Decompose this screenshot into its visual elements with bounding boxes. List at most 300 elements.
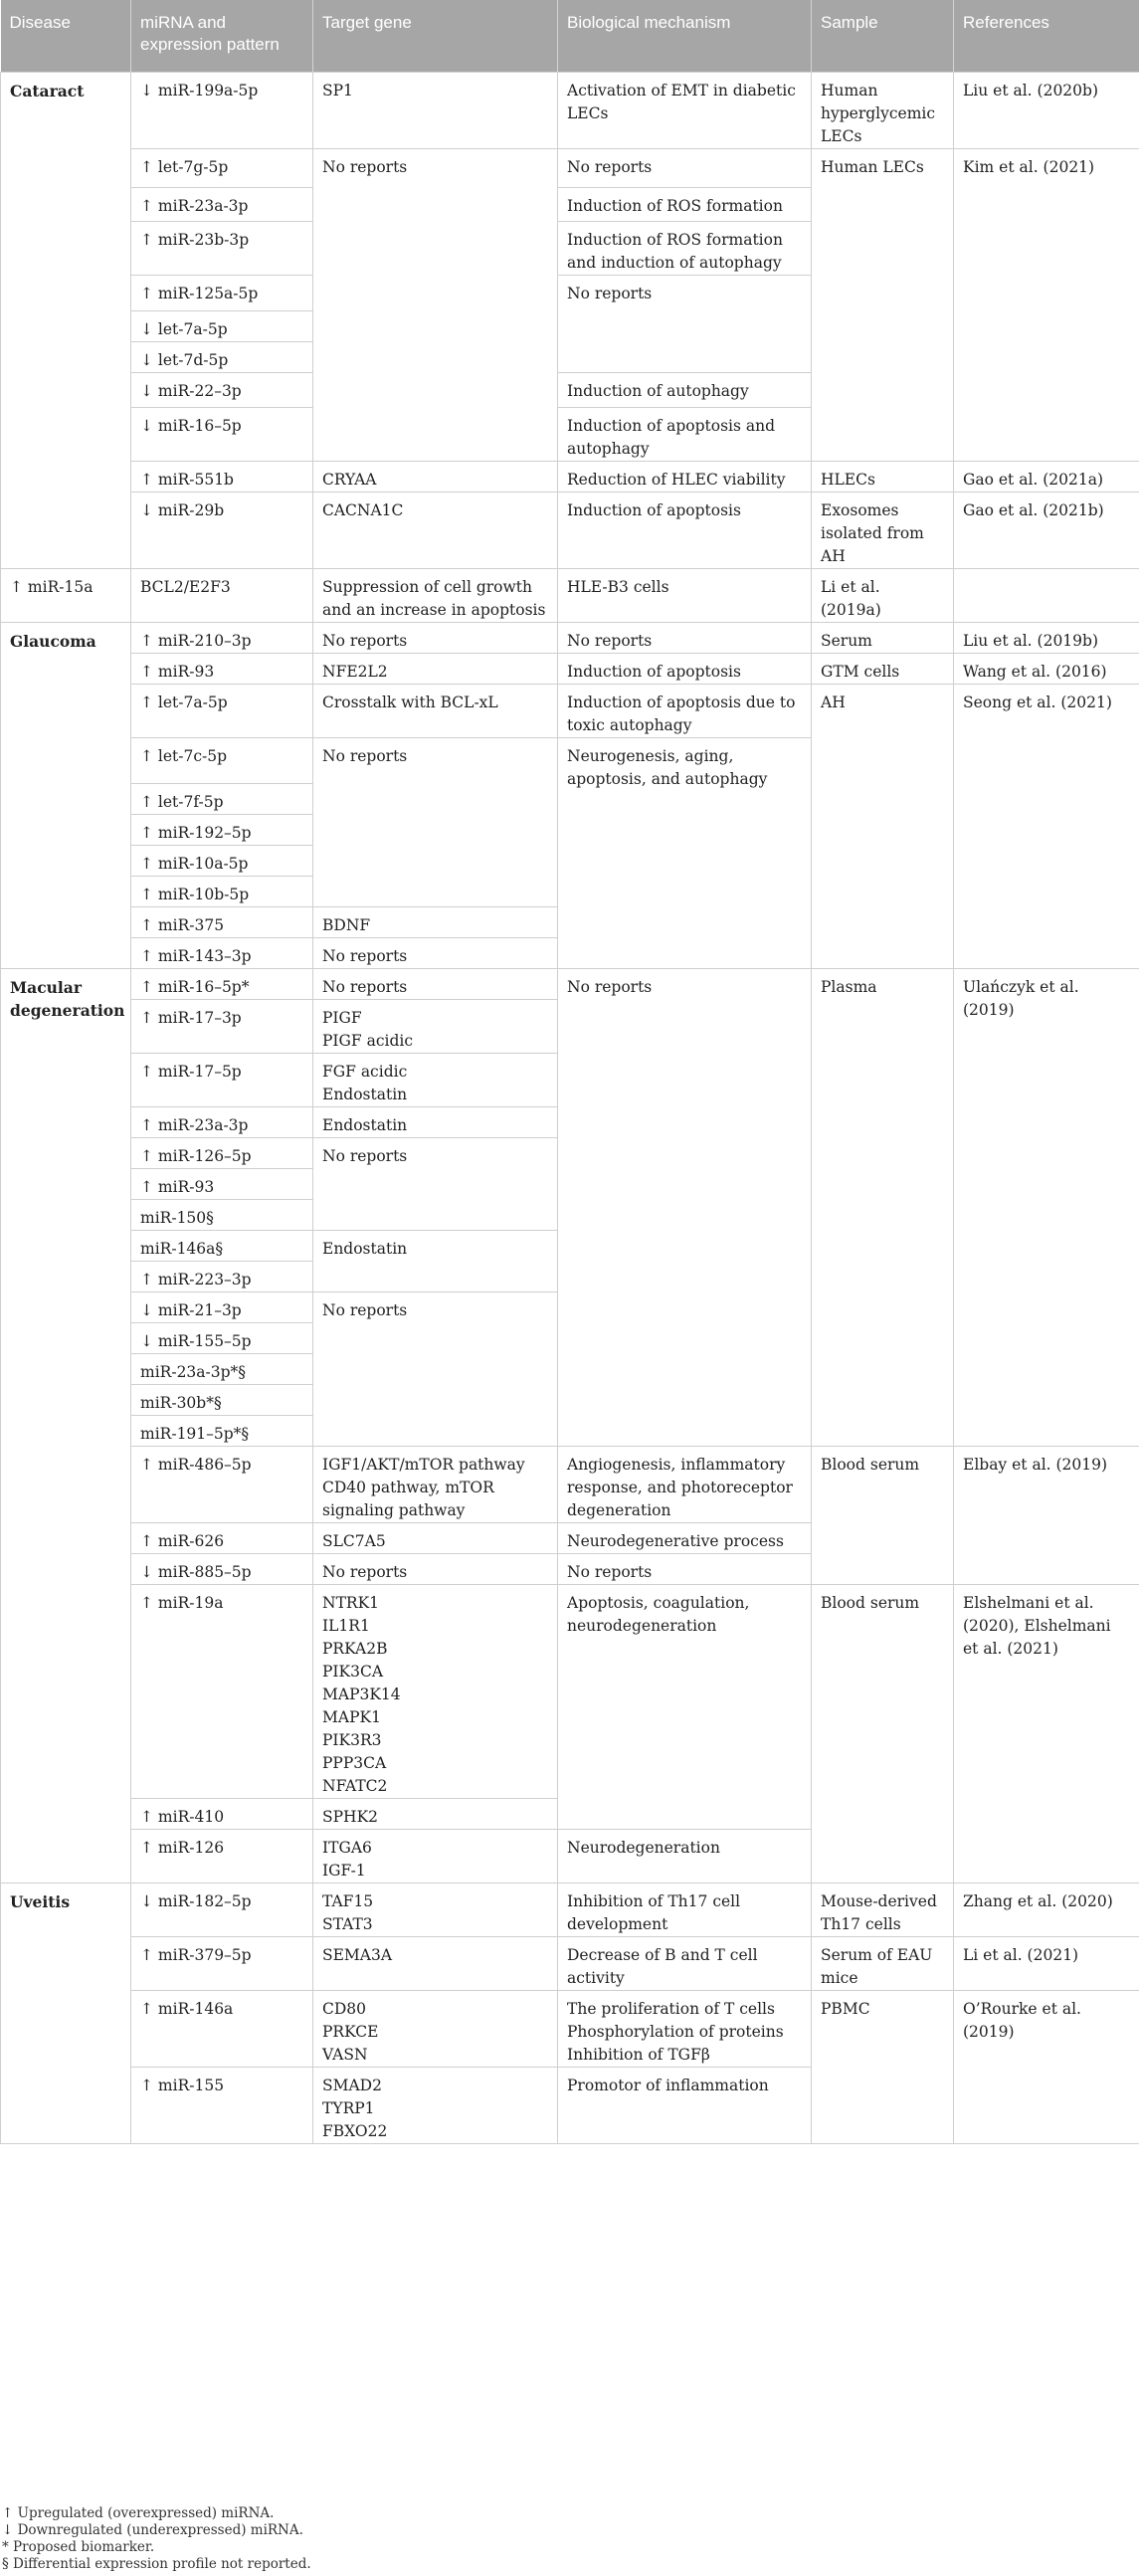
table-cell [131,221,313,275]
cell-text-line: FBXO22 [322,2121,388,2140]
cell-text-line: HLECs [821,470,875,489]
table-row [1,72,1139,148]
cell-text-line: SMAD2 [322,2076,382,2094]
cell-text-line: No reports [322,1562,408,1581]
table-cell [558,372,812,407]
table-cell [954,1936,1139,1990]
table-cell [131,1261,313,1291]
table-cell [313,1137,558,1230]
table-cell [131,1446,313,1522]
cell-text-line: No reports [322,977,408,996]
cell-text-line: HLE-B3 cells [567,577,669,596]
cell-text-line: ↓ miR-199a-5p [140,81,259,99]
table-cell [131,1230,313,1261]
cell-text-line: No reports [322,1300,408,1319]
table-cell [954,492,1139,568]
cell-text-line: Angiogenesis, inflammatory response, and photoreceptor degeneration [567,1455,793,1519]
table-cell [313,684,558,737]
cell-text-line: ↑ miR-17–3p [140,1008,242,1027]
table-cell [131,2067,313,2143]
cell-text-line: FGF acidic [322,1062,408,1081]
table-cell [954,72,1139,148]
cell-text-line: ↑ miR-10a-5p [140,854,249,873]
table-cell [131,1291,313,1322]
cell-text-line: Plasma [821,977,877,996]
cell-text-line: Blood serum [821,1455,920,1474]
cell-text-line: ↑ let-7f-5p [140,792,224,811]
table-cell [131,684,313,737]
table-cell [313,737,558,906]
cell-text-line: ↑ let-7c-5p [140,746,228,765]
table-row [1,1936,1139,1990]
table-cell [558,684,812,737]
cell-text-line: No reports [322,1146,408,1165]
cell-text-line: ↑ miR-486–5p [140,1455,252,1474]
table-cell [131,187,313,221]
cell-text-line: Endostatin [322,1115,408,1134]
table-cell [313,1798,558,1829]
cell-text-line: ↑ miR-17–5p [140,1062,242,1081]
cell-text-line: No reports [322,746,408,765]
cell-text-line: Decrease of B and T cell activity [567,1945,758,1987]
cell-text-line: ↓ miR-182–5p [140,1891,252,1910]
table-cell [131,999,313,1053]
cell-text-line: NFE2L2 [322,662,388,681]
cell-text-line: IGF-1 [322,1861,366,1880]
cell-text-line: ↓ let-7a-5p [140,319,228,338]
cell-text-line: miR-23a-3p*§ [140,1362,247,1381]
table-cell [558,275,812,372]
table-cell [954,1882,1139,1936]
cell-text-line: SEMA3A [322,1945,393,1964]
table-row [1,684,1139,737]
disease-cell [1,1882,131,2143]
table-cell [812,653,954,684]
cell-text-line: ↓ miR-155–5p [140,1331,252,1350]
cell-text-line: Gao et al. (2021a) [963,470,1104,489]
cell-text-line: ↑ miR-23a-3p [140,196,249,215]
table-cell [313,1446,558,1522]
table-cell [558,1522,812,1553]
cell-text-line: Seong et al. (2021) [963,693,1112,711]
table-cell [313,1230,558,1291]
table-cell [131,968,313,999]
footnote: ↑ Upregulated (overexpressed) miRNA. [2,2505,275,2521]
table-cell [313,1584,558,1798]
table-cell [313,1291,558,1446]
cell-text-line: Macular degeneration [10,977,125,1020]
disease-cell [1,968,131,1882]
cell-text-line: Uveitis [10,1891,71,1911]
cell-text-line: ↑ miR-126–5p [140,1146,252,1165]
cell-text-line: CD80 [322,1999,367,2018]
cell-text-line: miR-30b*§ [140,1393,222,1412]
table-row [1,1990,1139,2067]
table-cell [313,1553,558,1584]
table-cell [313,622,558,653]
table-cell [558,568,812,622]
cell-text-line: PRKCE [322,2022,379,2041]
table-cell [313,148,558,461]
cell-text-line: Kim et al. (2021) [963,157,1095,176]
cell-text-line: ↑ miR-126 [140,1838,225,1857]
cell-text-line: Neurodegeneration [567,1838,720,1857]
cell-text-line: No reports [567,977,653,996]
cell-text-line: Li et al. (2019a) [821,577,881,619]
cell-text-line: TYRP1 [322,2098,375,2117]
cell-text-line: Blood serum [821,1593,920,1612]
cell-text-line: No reports [322,946,408,965]
table-cell [131,737,313,783]
table-cell [131,1322,313,1353]
table-cell [131,937,313,968]
cell-text-line: Reduction of HLEC viability [567,470,786,489]
cell-text-line: ↑ miR-143–3p [140,946,252,965]
table-row [1,1446,1139,1522]
table-cell [558,2067,812,2143]
cell-text-line: PIK3R3 [322,1730,382,1749]
table-cell [131,148,313,187]
cell-text-line: ↑ miR-10b-5p [140,885,250,903]
table-row [1,622,1139,653]
cell-text-line: TAF15 [322,1891,374,1910]
cell-text-line: ↓ miR-29b [140,500,225,519]
table-cell [131,1882,313,1936]
cell-text-line: SPHK2 [322,1807,379,1826]
table-cell [131,1053,313,1106]
cell-text-line: O’Rourke et al. (2019) [963,1999,1081,2041]
cell-text-line: BDNF [322,915,371,934]
table-cell [313,1990,558,2067]
table-row [1,1584,1139,1798]
header-sample: Sample [812,0,954,72]
cell-text-line: Serum [821,631,872,650]
table-cell [558,1882,812,1936]
cell-text-line: No reports [567,157,653,176]
table-cell [131,1522,313,1553]
table-cell [812,568,954,622]
table-cell [131,310,313,341]
disease-cell [1,622,131,968]
cell-text-line: PIK3CA [322,1662,384,1681]
cell-text-line: Liu et al. (2019b) [963,631,1099,650]
cell-text-line: miR-146a§ [140,1239,224,1258]
cell-text-line: PRKA2B [322,1639,388,1658]
footnote: ↓ Downregulated (underexpressed) miRNA. [2,2522,303,2538]
cell-text-line: Apoptosis, coagulation, neurodegeneration [567,1593,750,1635]
cell-text-line: No reports [567,1562,653,1581]
table-cell [812,968,954,1446]
table-cell [131,1137,313,1168]
table-cell [131,876,313,906]
table-cell [131,783,313,814]
table-cell [131,72,313,148]
cell-text-line: CRYAA [322,470,377,489]
table-cell [954,622,1139,653]
cell-text-line: Phosphorylation of proteins [567,2022,784,2041]
cell-text-line: Neurodegenerative process [567,1531,784,1550]
cell-text-line: IL1R1 [322,1616,370,1635]
table-cell [313,492,558,568]
cell-text-line: Crosstalk with BCL-xL [322,693,498,711]
table-cell [558,148,812,187]
table-cell [558,461,812,492]
table-cell [131,1829,313,1882]
table-cell [131,275,313,310]
cell-text-line: Induction of apoptosis [567,500,741,519]
cell-text-line: VASN [322,2045,368,2064]
cell-text-line: NFATC2 [322,1776,388,1795]
cell-text-line: Inhibition of TGFβ [567,2045,710,2064]
cell-text-line: BCL2/E2F3 [140,577,231,596]
table-row [1,568,1139,622]
cell-text-line: miR-150§ [140,1208,214,1227]
cell-text-line: Induction of apoptosis and autophagy [567,416,776,458]
table-cell [131,622,313,653]
cell-text-line: Human hyperglycemic LECs [821,81,936,145]
cell-text-line: Ulańczyk et al. (2019) [963,977,1079,1019]
cell-text-line: PIGF [322,1008,362,1027]
table-cell [131,1199,313,1230]
table-cell [954,968,1139,1446]
cell-text-line: ↑ miR-23b-3p [140,230,250,249]
cell-text-line: Endostatin [322,1085,408,1103]
table-header-row [1,0,1139,72]
table-cell [131,1798,313,1829]
table-cell [313,1936,558,1990]
cell-text-line: Wang et al. (2016) [963,662,1107,681]
table-cell [812,1446,954,1584]
cell-text-line: Li et al. (2021) [963,1945,1079,1964]
cell-text-line: ↑ miR-192–5p [140,823,252,842]
table-cell [558,1553,812,1584]
table-cell [812,148,954,461]
cell-text-line: Elbay et al. (2019) [963,1455,1108,1474]
header-references: References [954,0,1139,72]
cell-text-line: MAPK1 [322,1707,381,1726]
table-cell [558,1446,812,1522]
table-row [1,492,1139,568]
table-cell [558,1584,812,1829]
cell-text-line: Gao et al. (2021b) [963,500,1104,519]
header-target-gene: Target gene [313,0,558,72]
cell-text-line: miR-191–5p*§ [140,1424,250,1443]
table-cell [812,72,954,148]
cell-text-line: ↓ miR-885–5p [140,1562,252,1581]
table-cell [313,1106,558,1137]
table-cell [954,684,1139,968]
table-cell [131,1106,313,1137]
table-cell [313,1053,558,1106]
table-cell [313,568,558,622]
table-cell [558,1829,812,1882]
cell-text-line: Cataract [10,81,85,100]
cell-text-line: ↓ miR-21–3p [140,1300,242,1319]
table-row [1,653,1139,684]
table-cell [954,461,1139,492]
table-cell [131,407,313,461]
table-cell [313,999,558,1053]
cell-text-line: ↑ miR-379–5p [140,1945,252,1964]
table-cell [131,653,313,684]
table-cell [131,1353,313,1384]
table-cell [131,1415,313,1446]
table-cell [558,737,812,968]
table-cell [313,937,558,968]
table-cell [313,1522,558,1553]
table-cell [1,568,131,622]
cell-text-line: Glaucoma [10,631,96,651]
table-cell [812,1936,954,1990]
table-row [1,968,1139,999]
table-cell [558,1936,812,1990]
table-cell [131,568,313,622]
table-cell [812,1882,954,1936]
cell-text-line: ↓ let-7d-5p [140,350,229,369]
table-cell [558,72,812,148]
cell-text-line: Inhibition of Th17 cell development [567,1891,741,1933]
cell-text-line: ↑ miR-146a [140,1999,234,2018]
cell-text-line: PBMC [821,1999,870,2018]
cell-text-line: MAP3K14 [322,1684,401,1703]
cell-text-line: ↑ miR-19a [140,1593,224,1612]
table-cell [131,1990,313,2067]
cell-text-line: The proliferation of T cells [567,1999,775,2018]
cell-text-line: Zhang et al. (2020) [963,1891,1113,1910]
cell-text-line: NTRK1 [322,1593,380,1612]
footnote: * Proposed biomarker. [2,2539,155,2555]
cell-text-line: Mouse-derived Th17 cells [821,1891,937,1933]
table-cell [131,1553,313,1584]
table-cell [954,653,1139,684]
table-cell [812,1584,954,1882]
table-row [1,461,1139,492]
cell-text-line: Induction of autophagy [567,381,749,400]
header-mechanism: Biological mechanism [558,0,812,72]
cell-text-line: Endostatin [322,1239,408,1258]
cell-text-line: PIGF acidic [322,1031,414,1050]
cell-text-line: ↑ miR-93 [140,1177,215,1196]
header-disease: Disease [1,0,131,72]
table-cell [558,492,812,568]
table-cell [954,148,1139,461]
cell-text-line: ↑ miR-410 [140,1807,225,1826]
cell-text-line: ↑ miR-223–3p [140,1270,252,1288]
cell-text-line: Elshelmani et al. (2020), Elshelmani et al. (2021) [963,1593,1111,1658]
table-cell [131,461,313,492]
cell-text-line: ↑ miR-15a [10,577,94,596]
table-row [1,1882,1139,1936]
cell-text-line: ↑ let-7a-5p [140,693,228,711]
cell-text-line: CD40 pathway, mTOR signaling pathway [322,1478,494,1519]
footnotes [0,2505,1139,2573]
table-cell [812,1990,954,2143]
cell-text-line: Liu et al. (2020b) [963,81,1099,99]
cell-text-line: ↑ miR-375 [140,915,225,934]
table-cell [131,814,313,845]
cell-text-line: Serum of EAU mice [821,1945,933,1987]
cell-text-line: ↑ miR-23a-3p [140,1115,249,1134]
table-cell [954,1446,1139,1584]
cell-text-line: No reports [567,284,653,302]
cell-text-line: ↑ miR-551b [140,470,234,489]
table-cell [558,968,812,1446]
table-cell [558,407,812,461]
cell-text-line: ↑ miR-626 [140,1531,225,1550]
cell-text-line: CACNA1C [322,500,404,519]
cell-text-line: Induction of apoptosis due to toxic autophagy [567,693,796,734]
cell-text-line: ↑ miR-125a-5p [140,284,259,302]
disease-cell [1,72,131,568]
cell-text-line: Induction of ROS formation and induction of autophagy [567,230,783,272]
table-cell [812,461,954,492]
cell-text-line: GTM cells [821,662,900,681]
table-cell [313,461,558,492]
cell-text-line: Induction of ROS formation [567,196,783,215]
cell-text-line: ↑ miR-210–3p [140,631,252,650]
table-cell [558,1990,812,2067]
cell-text-line: No reports [322,157,408,176]
table-cell [313,906,558,937]
cell-text-line: ↑ let-7g-5p [140,157,229,176]
table-cell [131,845,313,876]
table-cell [313,1829,558,1882]
cell-text-line: ↓ miR-16–5p [140,416,242,435]
cell-text-line: Human LECs [821,157,924,176]
table-row [1,148,1139,187]
table-cell [313,968,558,999]
table-cell [954,1990,1139,2143]
cell-text-line: ↓ miR-22–3p [140,381,242,400]
table-cell [812,622,954,653]
cell-text-line: Exosomes isolated from AH [821,500,924,565]
cell-text-line: ITGA6 [322,1838,372,1857]
header-mirna: miRNA and expression pattern [131,0,313,72]
table-cell [131,372,313,407]
cell-text-line: ↑ miR-93 [140,662,215,681]
cell-text-line: PPP3CA [322,1753,387,1772]
table-cell [131,1936,313,1990]
table-cell [131,1168,313,1199]
cell-text-line: ↑ miR-16–5p* [140,977,250,996]
table-cell [313,72,558,148]
table-cell [131,492,313,568]
table-cell [558,187,812,221]
table-cell [812,684,954,968]
table-cell [131,1384,313,1415]
cell-text-line: Induction of apoptosis [567,662,741,681]
table-cell [812,492,954,568]
cell-text-line: ↑ miR-155 [140,2076,225,2094]
table-cell [558,622,812,653]
table-cell [558,653,812,684]
table-cell [131,906,313,937]
cell-text-line: No reports [567,631,653,650]
cell-text-line: Activation of EMT in diabetic LECs [567,81,796,122]
cell-text-line: No reports [322,631,408,650]
table-cell [954,1584,1139,1882]
cell-text-line: Neurogenesis, aging, apoptosis, and autophagy [567,746,768,788]
footnote: § Differential expression profile not reported. [2,2556,311,2572]
cell-text-line: SLC7A5 [322,1531,386,1550]
cell-text-line: SP1 [322,81,353,99]
cell-text-line: AH [821,693,846,711]
cell-text-line: Promotor of inflammation [567,2076,769,2094]
table-body [1,72,1139,2143]
cell-text-line: Suppression of cell growth and an increase in apoptosis [322,577,546,619]
table-cell [313,653,558,684]
cell-text-line: STAT3 [322,1914,373,1933]
